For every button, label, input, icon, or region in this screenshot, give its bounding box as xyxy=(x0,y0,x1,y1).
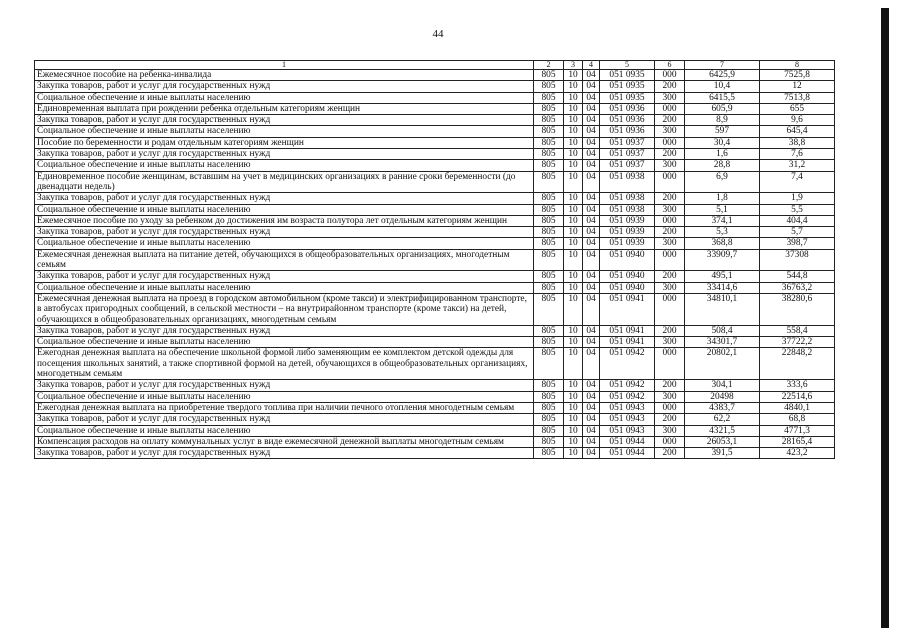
expense-type-code: 000 xyxy=(655,171,685,193)
amount-year-1: 495,1 xyxy=(685,271,760,282)
amount-year-2: 7,6 xyxy=(760,149,835,160)
section-code: 10 xyxy=(564,414,583,425)
expense-type-code: 200 xyxy=(655,448,685,459)
chapter-code: 805 xyxy=(534,238,564,249)
subsection-code: 04 xyxy=(583,402,600,413)
row-name: Закупка товаров, работ и услуг для государственных нужд xyxy=(35,81,534,92)
expense-type-code: 300 xyxy=(655,337,685,348)
subsection-code: 04 xyxy=(583,380,600,391)
chapter-code: 805 xyxy=(534,149,564,160)
target-article-code: 051 0943 xyxy=(600,414,655,425)
amount-year-2: 5,7 xyxy=(760,227,835,238)
table-row xyxy=(35,171,835,193)
row-name: Ежегодная денежная выплата на обеспечение школьной формой либо заменяющим ее комплектом детской одежды для посещения школьных занятий, а также спортивной формой на детей, обучающихся в общеобразовательных организациях, многодетным семьям xyxy=(35,348,534,380)
amount-year-1: 34301,7 xyxy=(685,337,760,348)
chapter-code: 805 xyxy=(534,115,564,126)
target-article-code: 051 0938 xyxy=(600,204,655,215)
section-code: 10 xyxy=(564,126,583,137)
table-row xyxy=(35,115,835,126)
subsection-code: 04 xyxy=(583,227,600,238)
expense-type-code: 300 xyxy=(655,92,685,103)
row-name: Пособие по беременности и родам отдельным категориям женщин xyxy=(35,137,534,148)
table-row xyxy=(35,149,835,160)
section-code: 10 xyxy=(564,137,583,148)
amount-year-1: 508,4 xyxy=(685,325,760,336)
chapter-code: 805 xyxy=(534,193,564,204)
section-code: 10 xyxy=(564,160,583,171)
table-row xyxy=(35,238,835,249)
row-name: Компенсация расходов на оплату коммунальных услуг в виде ежемесячной денежной выплаты многодетным семьям xyxy=(35,436,534,447)
table-row xyxy=(35,126,835,137)
chapter-code: 805 xyxy=(534,137,564,148)
column-header: 6 xyxy=(655,61,685,70)
amount-year-2: 5,5 xyxy=(760,204,835,215)
section-code: 10 xyxy=(564,204,583,215)
amount-year-2: 68,8 xyxy=(760,414,835,425)
table-row xyxy=(35,103,835,114)
subsection-code: 04 xyxy=(583,337,600,348)
target-article-code: 051 0942 xyxy=(600,391,655,402)
target-article-code: 051 0938 xyxy=(600,193,655,204)
subsection-code: 04 xyxy=(583,348,600,380)
section-code: 10 xyxy=(564,271,583,282)
table-row xyxy=(35,337,835,348)
table-row xyxy=(35,348,835,380)
chapter-code: 805 xyxy=(534,402,564,413)
amount-year-1: 33414,6 xyxy=(685,282,760,293)
amount-year-2: 7525,8 xyxy=(760,70,835,81)
chapter-code: 805 xyxy=(534,448,564,459)
row-name: Ежемесячная денежная выплата на питание детей, обучающихся в общеобразовательных организациях, многодетным семьям xyxy=(35,249,534,271)
subsection-code: 04 xyxy=(583,115,600,126)
chapter-code: 805 xyxy=(534,92,564,103)
target-article-code: 051 0935 xyxy=(600,92,655,103)
chapter-code: 805 xyxy=(534,249,564,271)
table-row xyxy=(35,271,835,282)
amount-year-2: 37308 xyxy=(760,249,835,271)
row-name: Закупка товаров, работ и услуг для государственных нужд xyxy=(35,325,534,336)
subsection-code: 04 xyxy=(583,171,600,193)
section-code: 10 xyxy=(564,337,583,348)
row-name: Ежемесячная денежная выплата на проезд в городском автомобильном (кроме такси) и электрифицированном транспорте, в автобусах пригородных сообщений, в сельской местности – на внутрирайонном транспорте (кроме такси) на детей, обучающихся в общеобразовательных организациях, многодетным семьям xyxy=(35,293,534,325)
amount-year-2: 4771,3 xyxy=(760,425,835,436)
chapter-code: 805 xyxy=(534,391,564,402)
column-header: 4 xyxy=(583,61,600,70)
target-article-code: 051 0935 xyxy=(600,81,655,92)
section-code: 10 xyxy=(564,391,583,402)
chapter-code: 805 xyxy=(534,271,564,282)
table-row xyxy=(35,391,835,402)
chapter-code: 805 xyxy=(534,348,564,380)
subsection-code: 04 xyxy=(583,448,600,459)
chapter-code: 805 xyxy=(534,414,564,425)
amount-year-2: 558,4 xyxy=(760,325,835,336)
expense-type-code: 000 xyxy=(655,70,685,81)
target-article-code: 051 0936 xyxy=(600,103,655,114)
subsection-code: 04 xyxy=(583,126,600,137)
page-number: 44 xyxy=(432,28,444,40)
amount-year-2: 1,9 xyxy=(760,193,835,204)
target-article-code: 051 0939 xyxy=(600,238,655,249)
amount-year-1: 597 xyxy=(685,126,760,137)
expense-type-code: 200 xyxy=(655,271,685,282)
section-code: 10 xyxy=(564,92,583,103)
amount-year-1: 30,4 xyxy=(685,137,760,148)
chapter-code: 805 xyxy=(534,103,564,114)
target-article-code: 051 0939 xyxy=(600,215,655,226)
section-code: 10 xyxy=(564,293,583,325)
amount-year-2: 22514,6 xyxy=(760,391,835,402)
section-code: 10 xyxy=(564,149,583,160)
expense-type-code: 200 xyxy=(655,81,685,92)
subsection-code: 04 xyxy=(583,425,600,436)
column-header: 5 xyxy=(600,61,655,70)
amount-year-1: 4383,7 xyxy=(685,402,760,413)
amount-year-2: 404,4 xyxy=(760,215,835,226)
target-article-code: 051 0937 xyxy=(600,149,655,160)
row-name: Закупка товаров, работ и услуг для государственных нужд xyxy=(35,149,534,160)
row-name: Социальное обеспечение и иные выплаты населению xyxy=(35,160,534,171)
target-article-code: 051 0936 xyxy=(600,126,655,137)
amount-year-1: 5,1 xyxy=(685,204,760,215)
amount-year-2: 36763,2 xyxy=(760,282,835,293)
amount-year-2: 22848,2 xyxy=(760,348,835,380)
target-article-code: 051 0941 xyxy=(600,293,655,325)
target-article-code: 051 0938 xyxy=(600,171,655,193)
chapter-code: 805 xyxy=(534,160,564,171)
subsection-code: 04 xyxy=(583,137,600,148)
section-code: 10 xyxy=(564,380,583,391)
subsection-code: 04 xyxy=(583,204,600,215)
row-name: Социальное обеспечение и иные выплаты населению xyxy=(35,337,534,348)
expense-type-code: 200 xyxy=(655,227,685,238)
expense-type-code: 300 xyxy=(655,282,685,293)
table-row xyxy=(35,215,835,226)
table-row xyxy=(35,193,835,204)
row-name: Единовременное пособие женщинам, вставшим на учет в медицинских организациях в ранние сроки беременности (до двенадцати недель) xyxy=(35,171,534,193)
subsection-code: 04 xyxy=(583,70,600,81)
chapter-code: 805 xyxy=(534,425,564,436)
amount-year-1: 20498 xyxy=(685,391,760,402)
row-name: Социальное обеспечение и иные выплаты населению xyxy=(35,282,534,293)
row-name: Социальное обеспечение и иные выплаты населению xyxy=(35,425,534,436)
target-article-code: 051 0943 xyxy=(600,402,655,413)
table-row xyxy=(35,325,835,336)
amount-year-2: 38280,6 xyxy=(760,293,835,325)
section-code: 10 xyxy=(564,171,583,193)
subsection-code: 04 xyxy=(583,238,600,249)
subsection-code: 04 xyxy=(583,92,600,103)
amount-year-1: 28,8 xyxy=(685,160,760,171)
expense-type-code: 300 xyxy=(655,425,685,436)
target-article-code: 051 0940 xyxy=(600,282,655,293)
amount-year-2: 645,4 xyxy=(760,126,835,137)
chapter-code: 805 xyxy=(534,126,564,137)
expense-type-code: 300 xyxy=(655,160,685,171)
section-code: 10 xyxy=(564,282,583,293)
amount-year-1: 6415,5 xyxy=(685,92,760,103)
subsection-code: 04 xyxy=(583,160,600,171)
target-article-code: 051 0941 xyxy=(600,337,655,348)
table-row xyxy=(35,293,835,325)
scan-edge-bar xyxy=(881,8,889,628)
row-name: Ежемесячное пособие на ребенка-инвалида xyxy=(35,70,534,81)
section-code: 10 xyxy=(564,436,583,447)
section-code: 10 xyxy=(564,425,583,436)
target-article-code: 051 0937 xyxy=(600,137,655,148)
table-row xyxy=(35,227,835,238)
amount-year-1: 6425,9 xyxy=(685,70,760,81)
column-header: 8 xyxy=(760,61,835,70)
table-row xyxy=(35,92,835,103)
table-row xyxy=(35,282,835,293)
section-code: 10 xyxy=(564,81,583,92)
chapter-code: 805 xyxy=(534,81,564,92)
amount-year-2: 9,6 xyxy=(760,115,835,126)
amount-year-2: 12 xyxy=(760,81,835,92)
target-article-code: 051 0941 xyxy=(600,325,655,336)
subsection-code: 04 xyxy=(583,414,600,425)
amount-year-2: 655 xyxy=(760,103,835,114)
target-article-code: 051 0940 xyxy=(600,249,655,271)
amount-year-1: 20802,1 xyxy=(685,348,760,380)
expense-type-code: 200 xyxy=(655,380,685,391)
subsection-code: 04 xyxy=(583,215,600,226)
amount-year-1: 4321,5 xyxy=(685,425,760,436)
column-header: 1 xyxy=(35,61,534,70)
table-row xyxy=(35,414,835,425)
expense-type-code: 000 xyxy=(655,249,685,271)
target-article-code: 051 0944 xyxy=(600,436,655,447)
subsection-code: 04 xyxy=(583,325,600,336)
chapter-code: 805 xyxy=(534,215,564,226)
budget-table xyxy=(34,60,835,459)
amount-year-1: 8,9 xyxy=(685,115,760,126)
target-article-code: 051 0936 xyxy=(600,115,655,126)
expense-type-code: 000 xyxy=(655,436,685,447)
row-name: Закупка товаров, работ и услуг для государственных нужд xyxy=(35,115,534,126)
column-header: 2 xyxy=(534,61,564,70)
expense-type-code: 300 xyxy=(655,126,685,137)
target-article-code: 051 0939 xyxy=(600,227,655,238)
table-row xyxy=(35,81,835,92)
expense-type-code: 000 xyxy=(655,402,685,413)
row-name: Закупка товаров, работ и услуг для государственных нужд xyxy=(35,227,534,238)
amount-year-2: 4840,1 xyxy=(760,402,835,413)
amount-year-1: 368,8 xyxy=(685,238,760,249)
chapter-code: 805 xyxy=(534,70,564,81)
chapter-code: 805 xyxy=(534,171,564,193)
expense-type-code: 200 xyxy=(655,193,685,204)
expense-type-code: 000 xyxy=(655,215,685,226)
section-code: 10 xyxy=(564,215,583,226)
subsection-code: 04 xyxy=(583,193,600,204)
section-code: 10 xyxy=(564,115,583,126)
chapter-code: 805 xyxy=(534,204,564,215)
row-name: Социальное обеспечение и иные выплаты населению xyxy=(35,126,534,137)
amount-year-1: 374,1 xyxy=(685,215,760,226)
target-article-code: 051 0943 xyxy=(600,425,655,436)
table-row xyxy=(35,160,835,171)
target-article-code: 051 0940 xyxy=(600,271,655,282)
target-article-code: 051 0937 xyxy=(600,160,655,171)
chapter-code: 805 xyxy=(534,293,564,325)
row-name: Закупка товаров, работ и услуг для государственных нужд xyxy=(35,448,534,459)
column-header: 7 xyxy=(685,61,760,70)
expense-type-code: 300 xyxy=(655,204,685,215)
section-code: 10 xyxy=(564,402,583,413)
subsection-code: 04 xyxy=(583,103,600,114)
amount-year-1: 1,6 xyxy=(685,149,760,160)
subsection-code: 04 xyxy=(583,81,600,92)
subsection-code: 04 xyxy=(583,149,600,160)
row-name: Социальное обеспечение и иные выплаты населению xyxy=(35,92,534,103)
table-row xyxy=(35,402,835,413)
section-code: 10 xyxy=(564,103,583,114)
amount-year-2: 423,2 xyxy=(760,448,835,459)
row-name: Социальное обеспечение и иные выплаты населению xyxy=(35,391,534,402)
expense-type-code: 200 xyxy=(655,115,685,126)
amount-year-1: 10,4 xyxy=(685,81,760,92)
expense-type-code: 300 xyxy=(655,391,685,402)
chapter-code: 805 xyxy=(534,227,564,238)
section-code: 10 xyxy=(564,325,583,336)
row-name: Закупка товаров, работ и услуг для государственных нужд xyxy=(35,414,534,425)
amount-year-2: 7513,8 xyxy=(760,92,835,103)
amount-year-2: 38,8 xyxy=(760,137,835,148)
table-row xyxy=(35,137,835,148)
amount-year-1: 391,5 xyxy=(685,448,760,459)
expense-type-code: 200 xyxy=(655,149,685,160)
chapter-code: 805 xyxy=(534,325,564,336)
expense-type-code: 200 xyxy=(655,414,685,425)
row-name: Закупка товаров, работ и услуг для государственных нужд xyxy=(35,380,534,391)
target-article-code: 051 0942 xyxy=(600,348,655,380)
row-name: Ежегодная денежная выплата на приобретение твердого топлива при наличии печного отопления многодетным семьям xyxy=(35,402,534,413)
amount-year-1: 304,1 xyxy=(685,380,760,391)
amount-year-2: 333,6 xyxy=(760,380,835,391)
amount-year-1: 34810,1 xyxy=(685,293,760,325)
row-name: Единовременная выплата при рождении ребенка отдельным категориям женщин xyxy=(35,103,534,114)
section-code: 10 xyxy=(564,70,583,81)
subsection-code: 04 xyxy=(583,282,600,293)
table-row xyxy=(35,380,835,391)
chapter-code: 805 xyxy=(534,380,564,391)
amount-year-1: 62,2 xyxy=(685,414,760,425)
expense-type-code: 200 xyxy=(655,325,685,336)
subsection-code: 04 xyxy=(583,293,600,325)
subsection-code: 04 xyxy=(583,436,600,447)
amount-year-2: 398,7 xyxy=(760,238,835,249)
row-name: Ежемесячное пособие по уходу за ребенком до достижения им возраста полутора лет отдельным категориям женщин xyxy=(35,215,534,226)
row-name: Закупка товаров, работ и услуг для государственных нужд xyxy=(35,193,534,204)
amount-year-2: 544,8 xyxy=(760,271,835,282)
section-code: 10 xyxy=(564,193,583,204)
table-row xyxy=(35,448,835,459)
amount-year-1: 33909,7 xyxy=(685,249,760,271)
expense-type-code: 000 xyxy=(655,103,685,114)
amount-year-1: 605,9 xyxy=(685,103,760,114)
section-code: 10 xyxy=(564,227,583,238)
amount-year-1: 1,8 xyxy=(685,193,760,204)
chapter-code: 805 xyxy=(534,436,564,447)
table-row xyxy=(35,204,835,215)
subsection-code: 04 xyxy=(583,271,600,282)
amount-year-1: 26053,1 xyxy=(685,436,760,447)
section-code: 10 xyxy=(564,238,583,249)
amount-year-2: 28165,4 xyxy=(760,436,835,447)
section-code: 10 xyxy=(564,448,583,459)
table-row xyxy=(35,70,835,81)
amount-year-1: 5,3 xyxy=(685,227,760,238)
amount-year-1: 6,9 xyxy=(685,171,760,193)
section-code: 10 xyxy=(564,249,583,271)
table-row xyxy=(35,425,835,436)
row-name: Социальное обеспечение и иные выплаты населению xyxy=(35,204,534,215)
expense-type-code: 000 xyxy=(655,348,685,380)
subsection-code: 04 xyxy=(583,249,600,271)
expense-type-code: 000 xyxy=(655,137,685,148)
target-article-code: 051 0942 xyxy=(600,380,655,391)
chapter-code: 805 xyxy=(534,282,564,293)
expense-type-code: 300 xyxy=(655,238,685,249)
row-name: Закупка товаров, работ и услуг для государственных нужд xyxy=(35,271,534,282)
column-number-row xyxy=(35,61,835,70)
expense-type-code: 000 xyxy=(655,293,685,325)
target-article-code: 051 0935 xyxy=(600,70,655,81)
amount-year-2: 37722,2 xyxy=(760,337,835,348)
column-header: 3 xyxy=(564,61,583,70)
row-name: Социальное обеспечение и иные выплаты населению xyxy=(35,238,534,249)
table-row xyxy=(35,249,835,271)
table-row xyxy=(35,436,835,447)
amount-year-2: 7,4 xyxy=(760,171,835,193)
section-code: 10 xyxy=(564,348,583,380)
chapter-code: 805 xyxy=(534,337,564,348)
subsection-code: 04 xyxy=(583,391,600,402)
amount-year-2: 31,2 xyxy=(760,160,835,171)
target-article-code: 051 0944 xyxy=(600,448,655,459)
